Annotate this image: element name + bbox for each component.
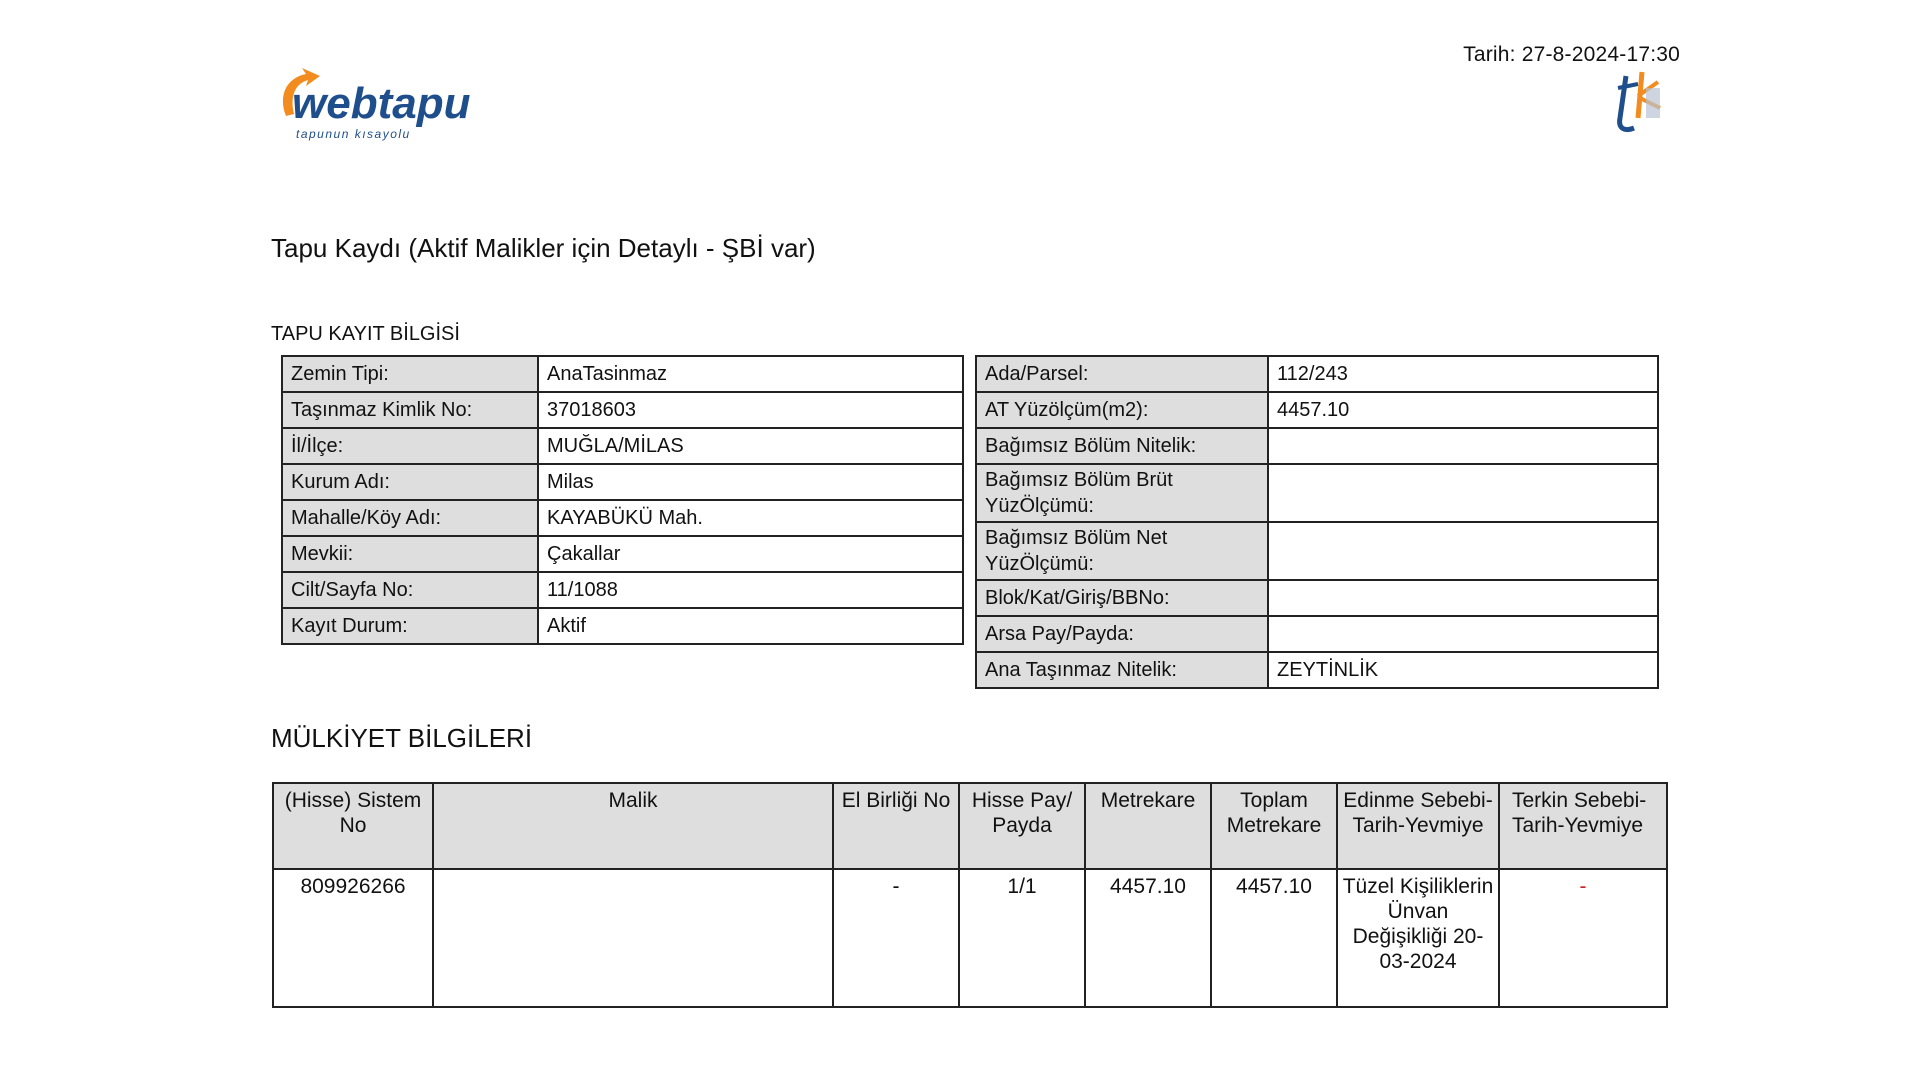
col-termination: Terkin Sebebi- Tarih-Yevmiye: [1499, 783, 1667, 869]
col-total-sqm: Toplam Metrekare: [1211, 783, 1337, 869]
col-share: Hisse Pay/ Payda: [959, 783, 1085, 869]
table-row: [976, 652, 1658, 688]
table-row: [282, 356, 963, 392]
field-label: Kurum Adı:: [282, 464, 538, 500]
field-value: 11/1088: [538, 572, 963, 608]
document-title: Tapu Kaydı (Aktif Malikler için Detaylı - ŞBİ var): [271, 233, 816, 263]
field-label: AT Yüzölçüm(m2):: [976, 392, 1268, 428]
field-label: Blok/Kat/Giriş/BBNo:: [976, 580, 1268, 616]
field-value: ZEYTİNLİK: [1268, 652, 1658, 688]
logo-tagline: tapunun kısayolu: [296, 127, 411, 141]
field-value: Aktif: [538, 608, 963, 644]
cell-el-birligi: -: [833, 869, 959, 1007]
cell-owner: [433, 869, 833, 1007]
ownership-section-title: MÜLKİYET BİLGİLERİ: [271, 723, 533, 753]
table-row: [282, 608, 963, 644]
record-left-table: [281, 355, 964, 645]
field-label: Bağımsız Bölüm Brüt YüzÖlçümü:: [976, 464, 1268, 522]
col-el-birligi: El Birliği No: [833, 783, 959, 869]
field-value: 4457.10: [1268, 392, 1658, 428]
cell-total-sqm: 4457.10: [1211, 869, 1337, 1007]
cell-system-no: 809926266: [273, 869, 433, 1007]
table-row: [282, 536, 963, 572]
field-value: AnaTasinmaz: [538, 356, 963, 392]
col-system-no: (Hisse) Sistem No: [273, 783, 433, 869]
field-label: Bağımsız Bölüm Nitelik:: [976, 428, 1268, 464]
field-label: Zemin Tipi:: [282, 356, 538, 392]
field-value: [1268, 428, 1658, 464]
logo-word-web: webtapu: [292, 79, 471, 128]
table-row: [976, 580, 1658, 616]
field-label: Bağımsız Bölüm Net YüzÖlçümü:: [976, 522, 1268, 580]
field-label: Mevkii:: [282, 536, 538, 572]
field-value: MUĞLA/MİLAS: [538, 428, 963, 464]
table-row: [976, 356, 1658, 392]
field-label: Mahalle/Köy Adı:: [282, 500, 538, 536]
field-value: 112/243: [1268, 356, 1658, 392]
field-value: KAYABÜKÜ Mah.: [538, 500, 963, 536]
field-label: Ada/Parsel:: [976, 356, 1268, 392]
table-row: [976, 464, 1658, 522]
ownership-header-row: [273, 783, 1667, 869]
record-section-label: TAPU KAYIT BİLGİSİ: [271, 323, 460, 345]
col-sqm: Metrekare: [1085, 783, 1211, 869]
webtapu-logo: [272, 68, 502, 144]
tkgm-emblem-icon: [1608, 68, 1668, 138]
field-label: Taşınmaz Kimlik No:: [282, 392, 538, 428]
table-row: [976, 392, 1658, 428]
table-row: [976, 616, 1658, 652]
field-label: Ana Taşınmaz Nitelik:: [976, 652, 1268, 688]
table-row: [273, 869, 1667, 1007]
cell-termination: -: [1499, 869, 1667, 1007]
table-row: [282, 500, 963, 536]
print-date: Tarih: 27-8-2024-17:30: [1463, 43, 1680, 66]
field-value: [1268, 464, 1658, 522]
record-right-table: [975, 355, 1659, 689]
field-value: Milas: [538, 464, 963, 500]
cell-share: 1/1: [959, 869, 1085, 1007]
field-label: Cilt/Sayfa No:: [282, 572, 538, 608]
table-row: [282, 572, 963, 608]
table-row: [282, 428, 963, 464]
field-label: Kayıt Durum:: [282, 608, 538, 644]
field-value: Çakallar: [538, 536, 963, 572]
col-owner: Malik: [433, 783, 833, 869]
field-label: Arsa Pay/Payda:: [976, 616, 1268, 652]
field-value: [1268, 580, 1658, 616]
field-value: 37018603: [538, 392, 963, 428]
ownership-table: [272, 782, 1668, 1008]
table-row: [282, 392, 963, 428]
cell-acquisition: Tüzel Kişiliklerin Ünvan Değişikliği 20-03-2024: [1337, 869, 1499, 1007]
field-value: [1268, 522, 1658, 580]
field-label: İl/İlçe:: [282, 428, 538, 464]
field-value: [1268, 616, 1658, 652]
table-row: [976, 428, 1658, 464]
cell-sqm: 4457.10: [1085, 869, 1211, 1007]
table-row: [976, 522, 1658, 580]
table-row: [282, 464, 963, 500]
col-acquisition: Edinme Sebebi-Tarih-Yevmiye: [1337, 783, 1499, 869]
